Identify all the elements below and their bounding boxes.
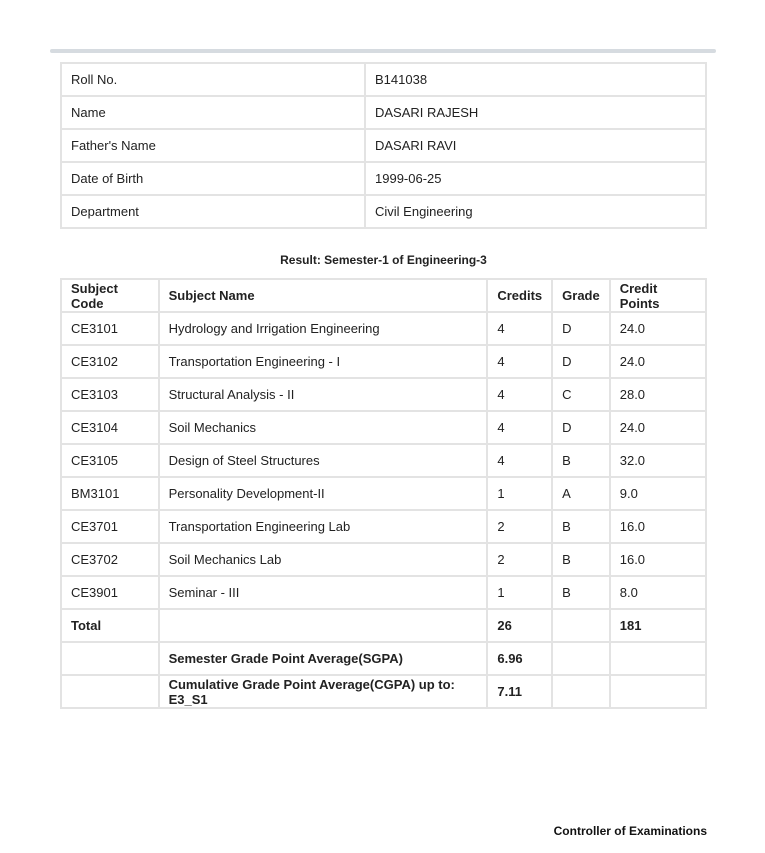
- grade-row: [61, 510, 706, 543]
- top-divider-bar: [50, 49, 716, 53]
- subject-code-cell: CE3102: [61, 345, 159, 378]
- info-label: Department: [61, 195, 365, 228]
- credits-cell: 2: [487, 543, 552, 576]
- sgpa-empty: [61, 642, 159, 675]
- subject-name-cell: Structural Analysis - II: [159, 378, 488, 411]
- info-value: DASARI RAVI: [365, 129, 706, 162]
- grade-row: [61, 312, 706, 345]
- credit-points-cell: 32.0: [610, 444, 706, 477]
- info-value: DASARI RAJESH: [365, 96, 706, 129]
- info-value: Civil Engineering: [365, 195, 706, 228]
- subject-name-cell: Seminar - III: [159, 576, 488, 609]
- total-row: [61, 609, 706, 642]
- info-label: Name: [61, 96, 365, 129]
- info-row: [61, 63, 706, 96]
- grade-row: [61, 543, 706, 576]
- info-label: Father's Name: [61, 129, 365, 162]
- info-row: [61, 96, 706, 129]
- grade-row: [61, 444, 706, 477]
- grades-header-row: [61, 279, 706, 312]
- info-row: [61, 129, 706, 162]
- student-info-table: [60, 62, 707, 229]
- credits-cell: 4: [487, 444, 552, 477]
- subject-code-cell: CE3901: [61, 576, 159, 609]
- header-subject-code: Subject Code: [61, 279, 159, 312]
- sgpa-empty-2: [552, 642, 610, 675]
- credit-points-cell: 8.0: [610, 576, 706, 609]
- info-row: [61, 195, 706, 228]
- credit-points-cell: 24.0: [610, 345, 706, 378]
- info-label: Date of Birth: [61, 162, 365, 195]
- grade-cell: B: [552, 576, 610, 609]
- grade-cell: C: [552, 378, 610, 411]
- grade-row: [61, 477, 706, 510]
- total-points: 181: [610, 609, 706, 642]
- credits-cell: 2: [487, 510, 552, 543]
- credit-points-cell: 24.0: [610, 312, 706, 345]
- credits-cell: 1: [487, 477, 552, 510]
- subject-code-cell: CE3701: [61, 510, 159, 543]
- credits-cell: 4: [487, 345, 552, 378]
- subject-name-cell: Hydrology and Irrigation Engineering: [159, 312, 488, 345]
- grade-row: [61, 576, 706, 609]
- grades-table: [60, 278, 707, 709]
- grade-row: [61, 378, 706, 411]
- info-label: Roll No.: [61, 63, 365, 96]
- info-value: 1999-06-25: [365, 162, 706, 195]
- subject-name-cell: Personality Development-II: [159, 477, 488, 510]
- credit-points-cell: 16.0: [610, 543, 706, 576]
- credits-cell: 4: [487, 411, 552, 444]
- grade-cell: D: [552, 312, 610, 345]
- grade-cell: D: [552, 345, 610, 378]
- subject-code-cell: CE3101: [61, 312, 159, 345]
- subject-code-cell: CE3702: [61, 543, 159, 576]
- result-title: Result: Semester-1 of Engineering-3: [280, 253, 487, 267]
- header-credits: Credits: [487, 279, 552, 312]
- credit-points-cell: 24.0: [610, 411, 706, 444]
- subject-name-cell: Soil Mechanics: [159, 411, 488, 444]
- cgpa-empty: [61, 675, 159, 708]
- total-credits: 26: [487, 609, 552, 642]
- subject-name-cell: Transportation Engineering - I: [159, 345, 488, 378]
- subject-code-cell: CE3103: [61, 378, 159, 411]
- header-credit-points: Credit Points: [610, 279, 706, 312]
- total-empty: [159, 609, 488, 642]
- grade-cell: B: [552, 543, 610, 576]
- grade-row: [61, 345, 706, 378]
- credit-points-cell: 28.0: [610, 378, 706, 411]
- info-row: [61, 162, 706, 195]
- sgpa-row: [61, 642, 706, 675]
- subject-code-cell: BM3101: [61, 477, 159, 510]
- subject-code-cell: CE3105: [61, 444, 159, 477]
- credits-cell: 4: [487, 378, 552, 411]
- total-label: Total: [61, 609, 159, 642]
- header-subject-name: Subject Name: [159, 279, 488, 312]
- credits-cell: 1: [487, 576, 552, 609]
- cgpa-empty-3: [610, 675, 706, 708]
- grade-cell: B: [552, 510, 610, 543]
- total-grade-empty: [552, 609, 610, 642]
- grade-cell: B: [552, 444, 610, 477]
- credit-points-cell: 16.0: [610, 510, 706, 543]
- cgpa-value: 7.11: [487, 675, 552, 708]
- sgpa-value: 6.96: [487, 642, 552, 675]
- sgpa-label: Semester Grade Point Average(SGPA): [159, 642, 488, 675]
- header-grade: Grade: [552, 279, 610, 312]
- grade-row: [61, 411, 706, 444]
- subject-name-cell: Transportation Engineering Lab: [159, 510, 488, 543]
- subject-name-cell: Soil Mechanics Lab: [159, 543, 488, 576]
- cgpa-row: [61, 675, 706, 708]
- subject-name-cell: Design of Steel Structures: [159, 444, 488, 477]
- info-value: B141038: [365, 63, 706, 96]
- cgpa-empty-2: [552, 675, 610, 708]
- credit-points-cell: 9.0: [610, 477, 706, 510]
- sgpa-empty-3: [610, 642, 706, 675]
- credits-cell: 4: [487, 312, 552, 345]
- grade-cell: D: [552, 411, 610, 444]
- cgpa-label: Cumulative Grade Point Average(CGPA) up to: E3_S1: [159, 675, 488, 708]
- subject-code-cell: CE3104: [61, 411, 159, 444]
- controller-signature-label: Controller of Examinations: [553, 824, 707, 838]
- grade-cell: A: [552, 477, 610, 510]
